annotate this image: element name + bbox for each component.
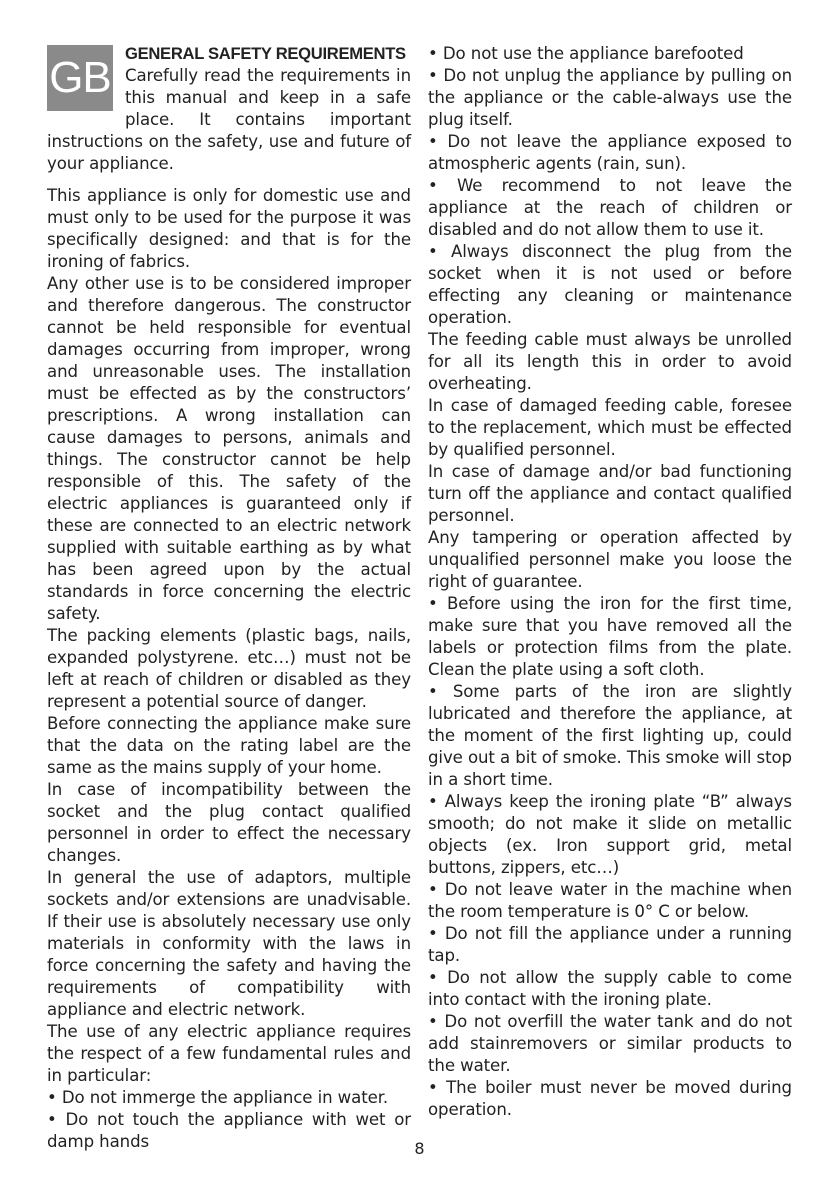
bullet-item: • Always disconnect the plug from the socket when it is not used or before effecting any cleaning or maintenance operation. bbox=[428, 241, 792, 329]
page-number: 8 bbox=[414, 1139, 425, 1158]
bullet-item: • The boiler must never be moved during operation. bbox=[428, 1077, 792, 1121]
section-heading: GENERAL SAFETY REQUIREMENTS bbox=[125, 44, 406, 63]
bullet-item: • Before using the iron for the first time, make sure that you have removed all the labels or protection films from the plate. Clean the plate using a soft cloth. bbox=[428, 593, 792, 681]
bullet-item: • Do not fill the appliance under a running tap. bbox=[428, 923, 792, 967]
paragraph: The feeding cable must always be unrolled for all its length this in order to avoid overheating. bbox=[428, 330, 792, 393]
bullet-item: • Do not allow the supply cable to come into contact with the ironing plate. bbox=[428, 967, 792, 1011]
paragraph: Before connecting the appliance make sure that the data on the rating label are the same as the mains supply of your home. bbox=[47, 714, 411, 777]
bullet-item: • Do not touch the appliance with wet or damp hands bbox=[47, 1109, 411, 1153]
paragraph: In case of damage and/or bad functioning turn off the appliance and contact qualified personnel. bbox=[428, 462, 792, 525]
bullet-item: • Some parts of the iron are slightly lubricated and therefore the appliance, at the moment of the first lighting up, could give out a bit of smoke. This smoke will stop in a short time. bbox=[428, 681, 792, 791]
paragraph: Any tampering or operation affected by unqualified personnel make you loose the right of guarantee. bbox=[428, 528, 792, 591]
paragraph: In general the use of adaptors, multiple sockets and/or extensions are unadvisable. If their use is absolutely necessary use only materials in conformity with the laws in force concerning the safety and having the requirements of compatibility with appliance and electric network. bbox=[47, 868, 411, 1019]
paragraph: Any other use is to be considered improper and therefore dangerous. The constructor cannot be held responsible for eventual damages occurring from improper, wrong and unreasonable uses. The installation must be effected as by the constructors’ prescriptions. A wrong installation can cause damages to persons, animals and things. The constructor cannot be help responsible of this. The safety of the electric appliances is guaranteed only if these are connected to an electric network supplied with suitable earthing as by what has been agreed upon by the actual standards in force concerning the electric safety. bbox=[47, 274, 411, 623]
bullet-item: • We recommend to not leave the appliance at the reach of children or disabled and do not allow them to use it. bbox=[428, 175, 792, 241]
bullet-item: • Do not use the appliance barefooted bbox=[428, 43, 792, 65]
paragraph: In case of incompatibility between the socket and the plug contact qualified personnel in order to effect the necessary changes. bbox=[47, 780, 411, 865]
language-badge: GB bbox=[47, 45, 113, 111]
bullet-item: • Do not leave water in the machine when the room temperature is 0° C or below. bbox=[428, 879, 792, 923]
intro-paragraph: Carefully read the requirements in this manual and keep in a safe place. It contains important instructions on the safety, use and future of your appliance. bbox=[47, 66, 411, 173]
paragraph: The packing elements (plastic bags, nails, expanded polystyrene. etc…) must not be left at reach of children or disabled as they represent a potential source of danger. bbox=[47, 626, 411, 711]
bullet-item: • Do not unplug the appliance by pulling on the appliance or the cable-always use the plug itself. bbox=[428, 65, 792, 131]
paragraph: In case of damaged feeding cable, foresee to the replacement, which must be effected by qualified personnel. bbox=[428, 396, 792, 459]
right-column bbox=[428, 43, 792, 1121]
bullet-item: • Do not overfill the water tank and do not add stainremovers or similar products to the water. bbox=[428, 1011, 792, 1077]
bullet-item: • Do not leave the appliance exposed to atmospheric agents (rain, sun). bbox=[428, 131, 792, 175]
bullet-item: • Always keep the ironing plate “B” always smooth; do not make it slide on metallic objects (ex. Iron support grid, metal buttons, zippers, etc…) bbox=[428, 791, 792, 879]
left-column bbox=[47, 43, 411, 1153]
paragraph: This appliance is only for domestic use and must only to be used for the purpose it was specifically designed: and that is for the ironing of fabrics. bbox=[47, 186, 411, 271]
paragraph: The use of any electric appliance requires the respect of a few fundamental rules and in particular: bbox=[47, 1022, 411, 1085]
bullet-item: • Do not immerge the appliance in water. bbox=[47, 1087, 411, 1109]
